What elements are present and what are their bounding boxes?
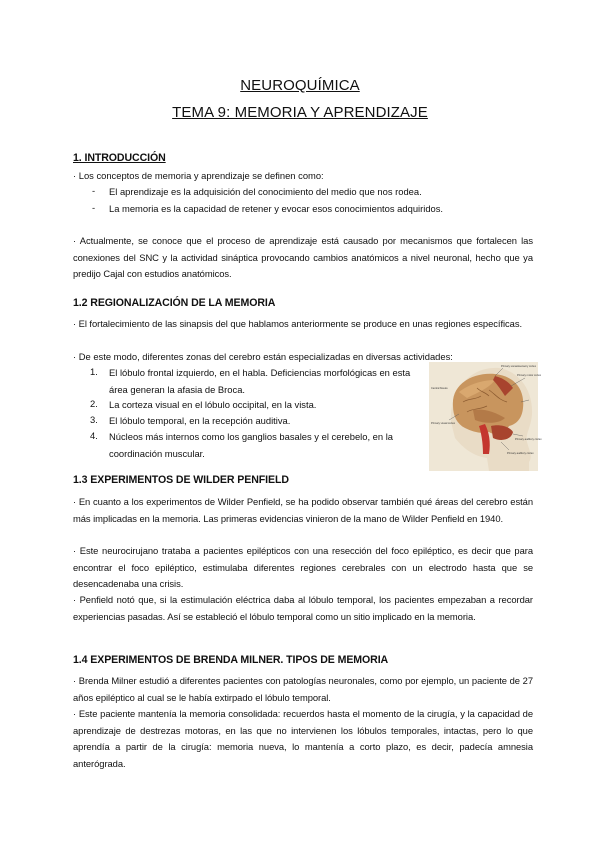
section-heading-penfield: 1.3 EXPERIMENTOS DE WILDER PENFIELD <box>73 474 289 486</box>
list-number: 1. <box>90 366 98 377</box>
list-bullet: - <box>92 202 96 213</box>
figure-label: Primary visual cortex <box>431 422 456 425</box>
paragraph: · Este paciente mantenía la memoria consolidada: recuerdos hasta el momento de la cirugía, y la capacidad de aprendizaje de destrezas motoras, en las que no intervienen los lóbulos temporales, intactas, pero lo que aprendía a partir de la cirugía: memoria nueva, lo mantenía a corto plazo, es decir, padecía amnesia anterógrada. <box>73 708 533 769</box>
paragraph: · Actualmente, se conoce que el proceso de aprendizaje está causado por mecanismos que fortalecen las conexiones del SNC y la actividad sináptica provocando cambios anatómicos a nivel neuronal, hecho que ya predijo Cajal con estudios anatómicos. <box>73 235 533 279</box>
list-item: La corteza visual en el lóbulo occipital, en la vista. <box>109 399 317 410</box>
section-heading-introduccion: 1. INTRODUCCIÓN <box>73 152 166 164</box>
section-heading-milner: 1.4 EXPERIMENTOS DE BRENDA MILNER. TIPOS DE MEMORIA <box>73 654 389 666</box>
brain-illustration <box>429 362 542 471</box>
list-number: 3. <box>90 414 98 425</box>
paragraph: · De este modo, diferentes zonas del cerebro están especializadas en diversas actividades: <box>73 351 453 362</box>
figure-label: Primary auditory cortex <box>515 438 542 441</box>
document-subtitle: TEMA 9: MEMORIA Y APRENDIZAJE <box>172 104 428 121</box>
figure-label: Primary somatosensory cortex <box>501 365 537 368</box>
list-bullet: - <box>92 185 96 196</box>
list-item: El aprendizaje es la adquisición del conocimiento del medio que nos rodea. <box>109 186 422 197</box>
paragraph: · El fortalecimiento de las sinapsis del que hablamos anteriormente se produce en unas regiones específicas. <box>73 318 523 329</box>
paragraph: · En cuanto a los experimentos de Wilder Penfield, se ha podido observar también qué áreas del cerebro están más implicadas en la memoria. Las primeras evidencias vinieron de la mano de Wilder Penfield en 1940. <box>73 496 533 524</box>
paragraph: · Penfield notó que, si la estimulación eléctrica daba al lóbulo temporal, los pacientes empezaban a recordar experiencias pasadas. Así se estableció el lóbulo temporal como un sitio implicado en la memoria. <box>73 594 533 622</box>
figure-label: Central fissure <box>431 387 448 390</box>
figure-label: Primary motor cortex <box>517 374 542 377</box>
document-title: NEUROQUÍMICA <box>240 77 360 94</box>
figure-label: Primary auditory cortex <box>507 452 534 455</box>
paragraph: · Este neurocirujano trataba a pacientes epilépticos con una resección del foco epiléptico, es decir que para encontrar el foco epiléptico, estimulaba diferentes regiones cerebrales con un electrodo hasta que se desencadenaba una crisis. <box>73 545 533 589</box>
section-heading-regionalizacion: 1.2 REGIONALIZACIÓN DE LA MEMORIA <box>73 297 276 309</box>
list-item: Núcleos más internos como los ganglios basales y el cerebelo, en la coordinación muscular. <box>109 431 394 459</box>
list-item: La memoria es la capacidad de retener y evocar esos conocimientos adquiridos. <box>109 203 444 214</box>
list-item: El lóbulo temporal, en la recepción auditiva. <box>109 415 291 426</box>
paragraph: · Brenda Milner estudió a diferentes pacientes con patologías neuronales, como por ejemplo, un paciente de 27 años epiléptico al cual se le había extirpado el lóbulo temporal. <box>73 675 533 703</box>
list-number: 4. <box>90 430 98 441</box>
paragraph: · Los conceptos de memoria y aprendizaje se definen como: <box>73 170 324 181</box>
list-number: 2. <box>90 398 98 409</box>
list-item: El lóbulo frontal izquierdo, en el habla. Deficiencias morfológicas en esta área generan la afasia de Broca. <box>109 367 411 395</box>
